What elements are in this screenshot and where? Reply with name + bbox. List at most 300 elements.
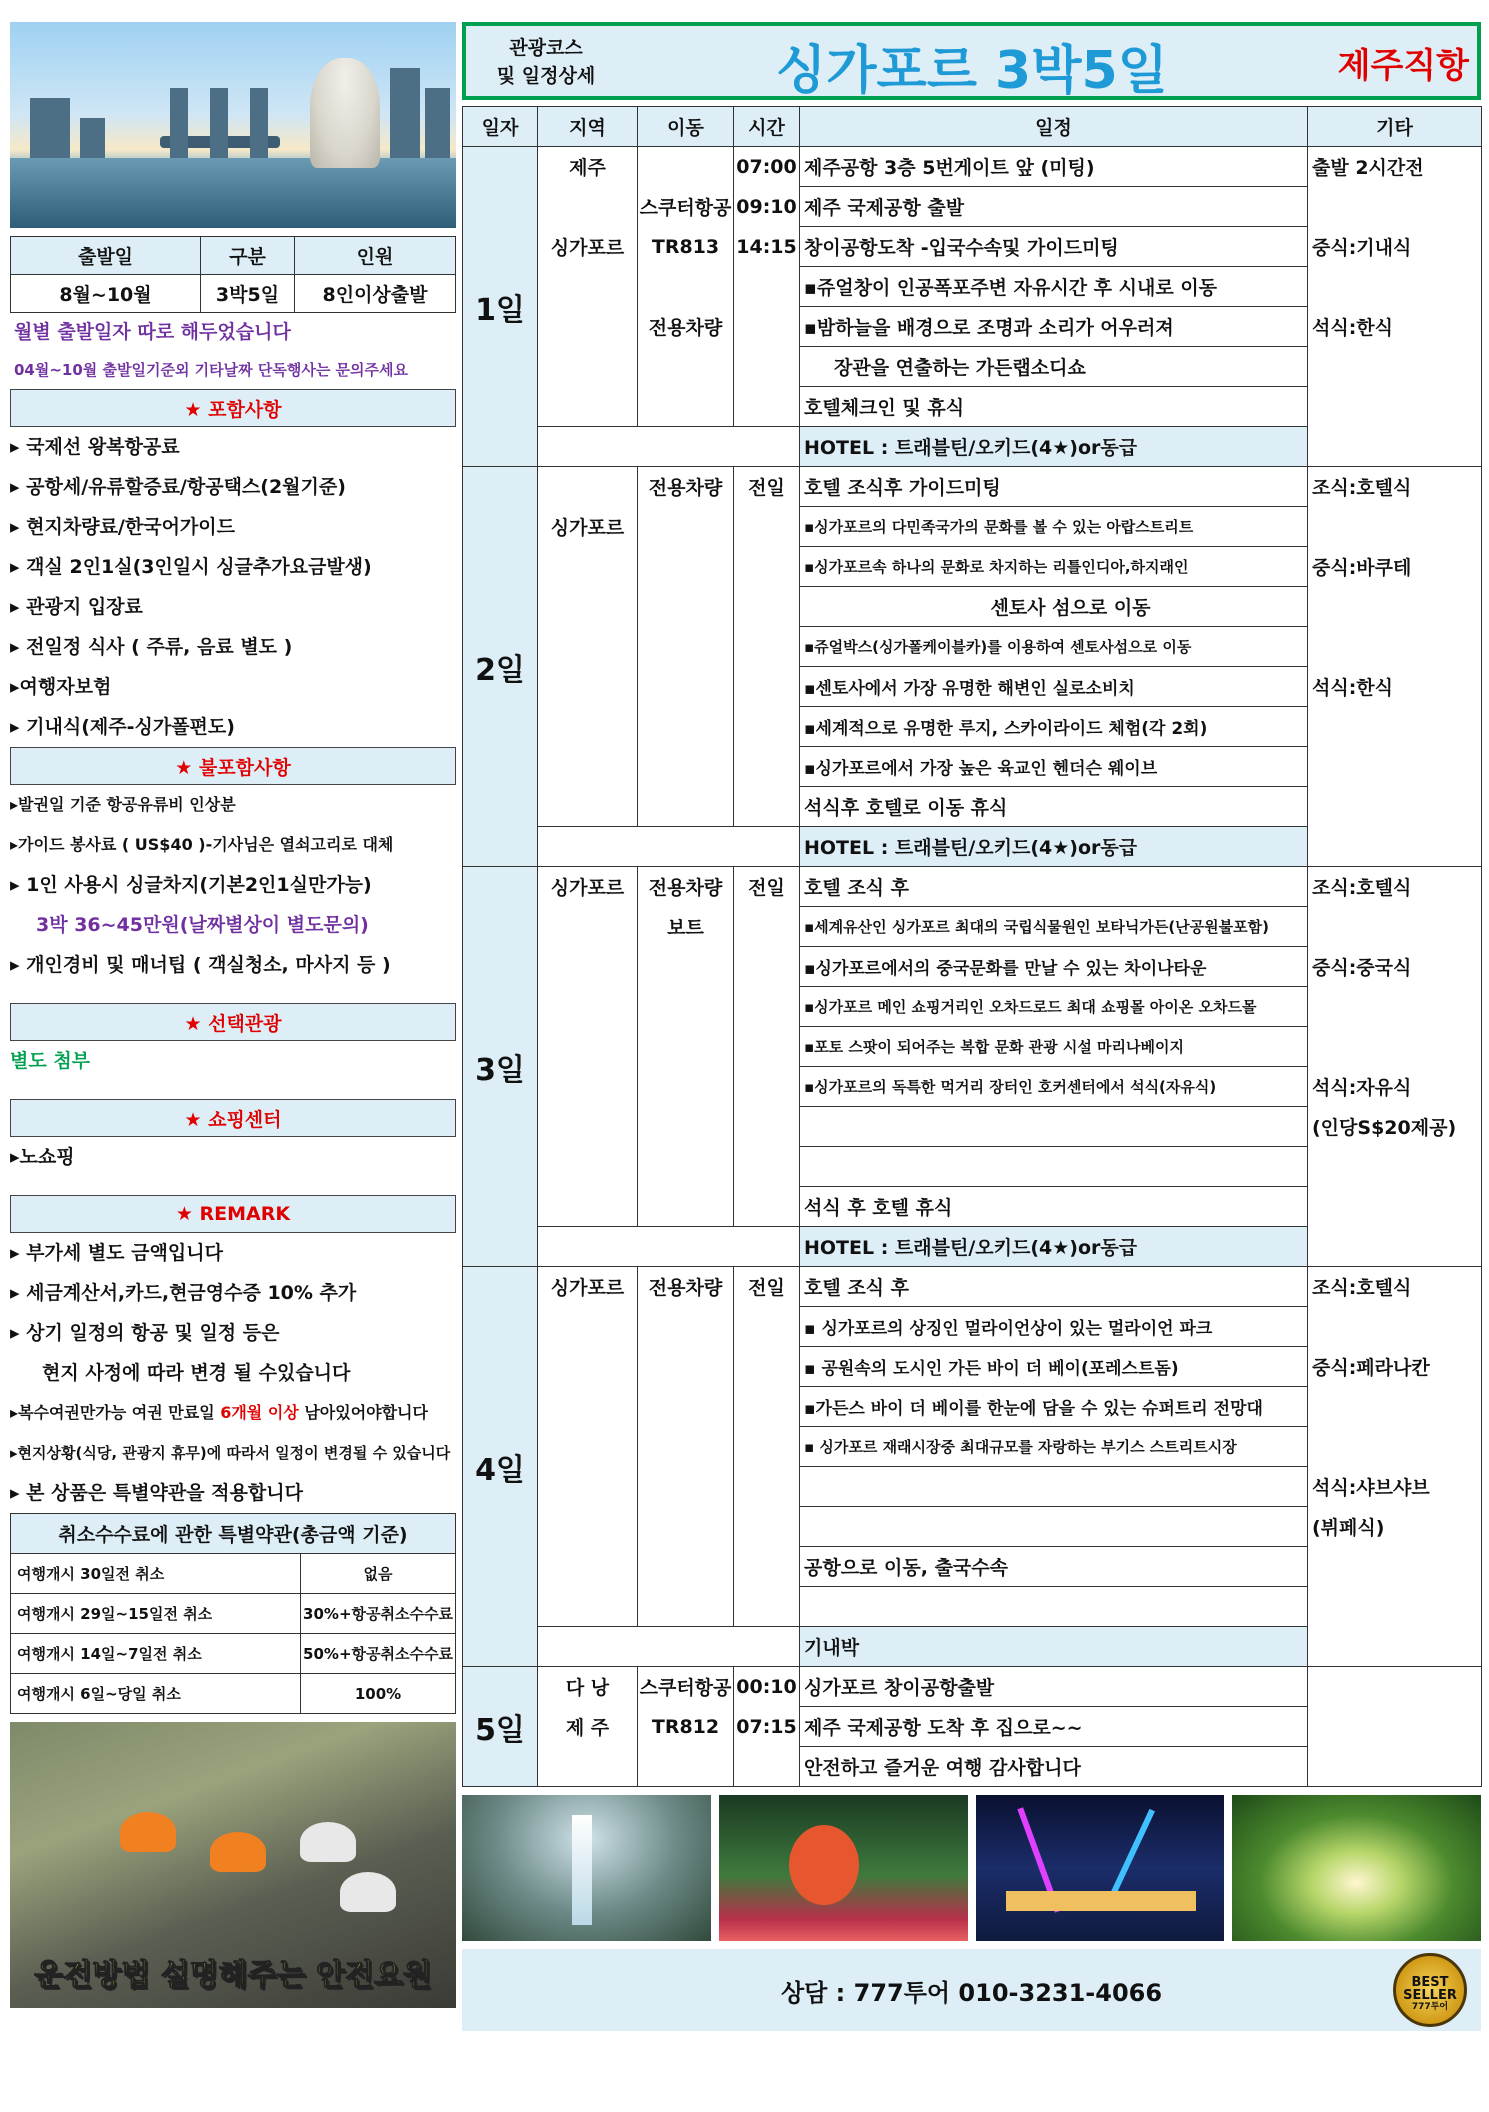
page-title: 싱가포르 3박5일 — [776, 41, 1168, 101]
region-cell — [538, 347, 638, 387]
region-cell — [538, 1467, 638, 1507]
transport-cell: 보트 — [638, 907, 734, 947]
time-cell — [734, 1027, 800, 1067]
cancel-fee: 30%+항공취소수수료 — [301, 1594, 456, 1634]
transport-cell — [638, 387, 734, 427]
notes-cell — [1308, 347, 1482, 387]
excluded-item: ▸가이드 봉사료 ( US$40 )-기사님은 열쇠고리로 대체 — [10, 835, 394, 854]
transport-cell — [638, 1307, 734, 1347]
activity-cell: 호텔 조식후 가이드미팅 — [800, 467, 1308, 507]
time-cell: 07:15 — [734, 1707, 800, 1747]
itinerary-row — [463, 1507, 1482, 1547]
notes-cell — [1308, 1187, 1482, 1227]
itinerary-row — [463, 1107, 1482, 1147]
col-header-day: 일자 — [463, 107, 538, 147]
time-cell — [734, 907, 800, 947]
activity-cell — [800, 1587, 1308, 1627]
activity-cell: ▪싱가포르의 다민족국가의 문화를 볼 수 있는 아랍스트리트 — [800, 507, 1308, 547]
region-cell: 싱가포르 — [538, 1267, 638, 1307]
region-cell — [538, 987, 638, 1027]
region-cell — [538, 947, 638, 987]
time-cell — [734, 1147, 800, 1187]
itinerary-row — [463, 347, 1482, 387]
transport-cell — [638, 1107, 734, 1147]
notes-cell — [1308, 987, 1482, 1027]
region-cell — [538, 587, 638, 627]
itinerary-row — [463, 1547, 1482, 1587]
activity-cell: 안전하고 즐거운 여행 감사합니다 — [800, 1747, 1308, 1787]
itinerary-row — [463, 867, 1482, 907]
itinerary-row — [463, 747, 1482, 787]
itinerary-row — [463, 147, 1482, 187]
remark-item: ▸현지상황(식당, 관광지 휴무)에 따라서 일정이 변경될 수 있습니다 — [10, 1444, 451, 1462]
included-item: ▸ 관광지 입장료 — [10, 596, 143, 618]
time-cell — [734, 307, 800, 347]
itinerary-row — [463, 1187, 1482, 1227]
itinerary-row — [463, 1027, 1482, 1067]
activity-cell: ▪ 싱가포르의 상징인 멀라이언상이 있는 멀라이언 파크 — [800, 1307, 1308, 1347]
notes-cell: 석식:한식 — [1308, 667, 1482, 707]
notes-cell — [1308, 1667, 1482, 1707]
activity-cell: ▪쥬얼창이 인공폭포주변 자유시간 후 시내로 이동 — [800, 267, 1308, 307]
info-header: 출발일 — [11, 237, 201, 275]
garden-dragon-photo — [719, 1795, 968, 1941]
table-row — [11, 1554, 456, 1594]
notes-cell — [1308, 1227, 1482, 1267]
notes-cell — [1308, 827, 1482, 867]
itinerary-row — [463, 387, 1482, 427]
cancel-fee: 없음 — [301, 1554, 456, 1594]
itinerary-row — [463, 307, 1482, 347]
region-cell — [538, 907, 638, 947]
photo-gallery — [462, 1795, 1481, 1941]
activity-cell: ▪싱가포르속 하나의 문화로 차지하는 리틀인디아,하지래인 — [800, 547, 1308, 587]
time-cell: 전일 — [734, 867, 800, 907]
region-cell — [538, 1427, 638, 1467]
remark-item: ▸ 세금계산서,카드,현금영수증 10% 추가 — [10, 1282, 357, 1304]
title-banner — [462, 22, 1481, 100]
activity-cell: ▪세계적으로 유명한 루지, 스카이라이드 체험(각 2회) — [800, 707, 1308, 747]
contact-phone: 상담 : 777투어 010-3231-4066 — [780, 1979, 1163, 2007]
remark-item-passport: ▸복수여권만가능 여권 만료일 6개월 이상 남아있어야합니다 — [10, 1403, 428, 1422]
region-cell — [538, 1547, 638, 1587]
notes-cell — [1308, 907, 1482, 947]
itinerary-row — [463, 907, 1482, 947]
time-cell — [734, 1507, 800, 1547]
hotel-row-spacer — [538, 1627, 800, 1667]
time-cell — [734, 987, 800, 1027]
info-header: 인원 — [295, 237, 456, 275]
itinerary-row — [463, 1067, 1482, 1107]
transport-cell — [638, 947, 734, 987]
region-cell — [538, 1067, 638, 1107]
notes-cell — [1308, 627, 1482, 667]
activity-cell: 제주 국제공항 도착 후 집으로~~ — [800, 1707, 1308, 1747]
itinerary-row — [463, 1267, 1482, 1307]
info-value: 3박5일 — [201, 275, 295, 313]
itinerary-row — [463, 587, 1482, 627]
notes-cell: 중식:중국식 — [1308, 947, 1482, 987]
cancellation-fee-table — [10, 1513, 456, 1714]
time-cell — [734, 947, 800, 987]
info-value: 8인이상출발 — [295, 275, 456, 313]
itinerary-row — [463, 227, 1482, 267]
hotel-row — [463, 1627, 1482, 1667]
notes-cell: 조식:호텔식 — [1308, 867, 1482, 907]
time-cell — [734, 1307, 800, 1347]
time-cell — [734, 1067, 800, 1107]
itinerary-row — [463, 1307, 1482, 1347]
marina-bay-night-photo — [976, 1795, 1225, 1941]
notes-cell: (뷔페식) — [1308, 1507, 1482, 1547]
itinerary-table — [462, 106, 1482, 1787]
time-cell — [734, 387, 800, 427]
region-cell — [538, 1507, 638, 1547]
itinerary-header-row — [463, 107, 1482, 147]
region-cell: 싱가포르 — [538, 507, 638, 547]
region-cell — [538, 187, 638, 227]
table-row — [11, 1594, 456, 1634]
transport-cell — [638, 747, 734, 787]
included-item: ▸ 현지차량료/한국어가이드 — [10, 516, 235, 538]
remark-item-detail: 현지 사정에 따라 변경 될 수있습니다 — [42, 1362, 351, 1384]
direct-flight-label: 제주직항 — [1337, 46, 1469, 86]
transport-cell — [638, 507, 734, 547]
activity-cell: 제주 국제공항 출발 — [800, 187, 1308, 227]
itinerary-row — [463, 1347, 1482, 1387]
excluded-item-detail: 3박 36~45만원(날짜별상이 별도문의) — [36, 914, 369, 936]
itinerary-row — [463, 1667, 1482, 1707]
transport-cell — [638, 1067, 734, 1107]
activity-cell: ▪쥬얼박스(싱가폴케이블카)를 이용하여 센토사섬으로 이동 — [800, 627, 1308, 667]
transport-cell — [638, 587, 734, 627]
itinerary-row — [463, 667, 1482, 707]
time-cell — [734, 1427, 800, 1467]
time-cell — [734, 1747, 800, 1787]
notes-cell: 조식:호텔식 — [1308, 1267, 1482, 1307]
included-item: ▸ 기내식(제주-싱가폴편도) — [10, 716, 235, 738]
green-tunnel-photo — [1232, 1795, 1481, 1941]
notes-cell — [1308, 1147, 1482, 1187]
table-row — [11, 1634, 456, 1674]
time-cell — [734, 787, 800, 827]
notes-cell: 조식:호텔식 — [1308, 467, 1482, 507]
included-item: ▸여행자보험 — [10, 676, 112, 698]
excluded-item: ▸ 1인 사용시 싱글차지(기본2인1실만가능) — [10, 874, 372, 896]
activity-cell: ▪ 공원속의 도시인 가든 바이 더 베이(포레스트돔) — [800, 1347, 1308, 1387]
region-cell — [538, 627, 638, 667]
region-cell — [538, 1027, 638, 1067]
region-cell: 다 낭 — [538, 1667, 638, 1707]
transport-cell — [638, 1587, 734, 1627]
region-cell — [538, 267, 638, 307]
activity-cell: 공항으로 이동, 출국수속 — [800, 1547, 1308, 1587]
transport-cell — [638, 1467, 734, 1507]
itinerary-row — [463, 1747, 1482, 1787]
transport-cell: TR813 — [638, 227, 734, 267]
notes-cell — [1308, 1307, 1482, 1347]
region-cell — [538, 667, 638, 707]
transport-cell — [638, 1507, 734, 1547]
region-cell — [538, 1387, 638, 1427]
activity-cell — [800, 1507, 1308, 1547]
transport-cell — [638, 347, 734, 387]
activity-cell: 호텔 조식 후 — [800, 1267, 1308, 1307]
included-item: ▸ 국제선 왕복항공료 — [10, 436, 180, 458]
time-cell — [734, 1187, 800, 1227]
photo-caption: 운전방법 설명해주는 안전요원 — [34, 1958, 432, 1993]
notes-cell — [1308, 787, 1482, 827]
activity-cell: ▪포토 스팟이 되어주는 복합 문화 관광 시설 마리나베이지 — [800, 1027, 1308, 1067]
transport-cell: 전용차량 — [638, 307, 734, 347]
notes-cell — [1308, 387, 1482, 427]
notes-cell — [1308, 587, 1482, 627]
transport-cell — [638, 1747, 734, 1787]
optional-tour-text: 별도 첨부 — [10, 1050, 91, 1072]
activity-cell: ▪싱가포르에서의 중국문화를 만날 수 있는 차이나타운 — [800, 947, 1308, 987]
time-cell — [734, 1347, 800, 1387]
transport-cell — [638, 667, 734, 707]
hotel-info: HOTEL : 트래블틴/오키드(4★)or동급 — [800, 1227, 1308, 1267]
notes-cell — [1308, 1747, 1482, 1787]
transport-cell: 전용차량 — [638, 867, 734, 907]
activity-cell: ▪싱가포르의 독특한 먹거리 장터인 호커센터에서 석식(자유식) — [800, 1067, 1308, 1107]
itinerary-row — [463, 507, 1482, 547]
notes-cell — [1308, 267, 1482, 307]
hotel-row-spacer — [538, 1227, 800, 1267]
region-cell: 제주 — [538, 147, 638, 187]
notes-cell — [1308, 1547, 1482, 1587]
luge-photo — [10, 1722, 456, 2008]
region-cell — [538, 787, 638, 827]
activity-cell — [800, 1467, 1308, 1507]
activity-cell: 제주공항 3층 5번게이트 앞 (미팅) — [800, 147, 1308, 187]
info-value: 8월~10월 — [11, 275, 201, 313]
transport-cell — [638, 1147, 734, 1187]
transport-cell — [638, 267, 734, 307]
hotel-row — [463, 1227, 1482, 1267]
region-cell — [538, 1187, 638, 1227]
col-header-schedule: 일정 — [800, 107, 1308, 147]
time-cell: 07:00 — [734, 147, 800, 187]
time-cell — [734, 627, 800, 667]
time-cell: 00:10 — [734, 1667, 800, 1707]
itinerary-row — [463, 707, 1482, 747]
notes-cell — [1308, 427, 1482, 467]
itinerary-row — [463, 1387, 1482, 1427]
notes-cell: 중식:기내식 — [1308, 227, 1482, 267]
notes-cell: (인당S$20제공) — [1308, 1107, 1482, 1147]
notes-cell: 출발 2시간전 — [1308, 147, 1482, 187]
hotel-info: 기내박 — [800, 1627, 1308, 1667]
note-departure: 월별 출발일자 따로 해두었습니다 — [14, 321, 291, 343]
transport-cell — [638, 1027, 734, 1067]
shopping-text: ▸노쇼핑 — [10, 1146, 75, 1168]
notes-cell — [1308, 707, 1482, 747]
itinerary-row — [463, 1147, 1482, 1187]
time-cell: 09:10 — [734, 187, 800, 227]
transport-cell — [638, 1347, 734, 1387]
time-cell: 전일 — [734, 1267, 800, 1307]
activity-cell — [800, 1147, 1308, 1187]
hotel-info: HOTEL : 트래블틴/오키드(4★)or동급 — [800, 427, 1308, 467]
notes-cell — [1308, 1027, 1482, 1067]
cancel-period: 여행개시 29일~15일전 취소 — [11, 1594, 301, 1634]
region-cell: 제 주 — [538, 1707, 638, 1747]
activity-cell: ▪ 싱가포르 재래시장중 최대규모를 자랑하는 부기스 스트리트시장 — [800, 1427, 1308, 1467]
transport-cell — [638, 1427, 734, 1467]
time-cell — [734, 507, 800, 547]
included-item: ▸ 객실 2인1실(3인일시 싱글추가요금발생) — [10, 556, 372, 578]
transport-cell: 전용차량 — [638, 1267, 734, 1307]
activity-cell: 석식 후 호텔 휴식 — [800, 1187, 1308, 1227]
merlion-photo — [10, 22, 456, 228]
remark-item: ▸ 부가세 별도 금액입니다 — [10, 1242, 223, 1264]
itinerary-row — [463, 267, 1482, 307]
itinerary-row — [463, 1587, 1482, 1627]
activity-cell: ▪세계유산인 싱가포르 최대의 국립식물원인 보타닉가든(난공원불포함) — [800, 907, 1308, 947]
activity-cell: 석식후 호텔로 이동 휴식 — [800, 787, 1308, 827]
itinerary-row — [463, 1467, 1482, 1507]
included-item: ▸ 전일정 식사 ( 주류, 음료 별도 ) — [10, 636, 293, 658]
notes-cell — [1308, 1707, 1482, 1747]
region-cell — [538, 1307, 638, 1347]
cancel-table-title: 취소수수료에 관한 특별약관(총금액 기준) — [11, 1514, 456, 1554]
day-label: 2일 — [463, 467, 538, 867]
activity-cell: 싱가포르 창이공항출발 — [800, 1667, 1308, 1707]
notes-cell — [1308, 187, 1482, 227]
itinerary-row — [463, 1707, 1482, 1747]
right-column — [462, 22, 1481, 2031]
notes-cell: 석식:샤브샤브 — [1308, 1467, 1482, 1507]
excluded-item: ▸ 개인경비 및 매너팁 ( 객실청소, 마사지 등 ) — [10, 954, 391, 976]
hotel-row — [463, 827, 1482, 867]
time-cell — [734, 1587, 800, 1627]
notes-cell: 중식:페라나칸 — [1308, 1347, 1482, 1387]
region-cell — [538, 467, 638, 507]
activity-cell: 센토사 섬으로 이동 — [800, 587, 1308, 627]
jewel-waterfall-photo — [462, 1795, 711, 1941]
included-item: ▸ 공항세/유류할증료/항공택스(2월기준) — [10, 476, 346, 498]
activity-cell: ▪싱가포르 메인 쇼핑거리인 오차드로드 최대 쇼핑몰 아이온 오차드몰 — [800, 987, 1308, 1027]
notes-cell — [1308, 1587, 1482, 1627]
transport-cell: 스쿠터항공 — [638, 1667, 734, 1707]
region-cell: 싱가포르 — [538, 227, 638, 267]
transport-cell: TR812 — [638, 1707, 734, 1747]
excluded-item: ▸발권일 기준 항공유류비 인상분 — [10, 795, 236, 814]
region-cell — [538, 1747, 638, 1787]
notes-cell: 중식:바쿠테 — [1308, 547, 1482, 587]
itinerary-row — [463, 787, 1482, 827]
itinerary-row — [463, 947, 1482, 987]
time-cell — [734, 747, 800, 787]
activity-cell: ▪센토사에서 가장 유명한 해변인 실로소비치 — [800, 667, 1308, 707]
shopping-header: ★ 쇼핑센터 — [10, 1099, 456, 1137]
left-column — [10, 22, 456, 2008]
remark-item: ▸ 본 상품은 특별약관을 적용합니다 — [10, 1482, 303, 1504]
col-header-time: 시간 — [734, 107, 800, 147]
time-cell: 전일 — [734, 467, 800, 507]
cancel-fee: 50%+항공취소수수료 — [301, 1634, 456, 1674]
cancel-fee: 100% — [301, 1674, 456, 1714]
itinerary-row — [463, 987, 1482, 1027]
region-cell — [538, 1147, 638, 1187]
info-header: 구분 — [201, 237, 295, 275]
col-header-notes: 기타 — [1308, 107, 1482, 147]
col-header-region: 지역 — [538, 107, 638, 147]
notes-cell — [1308, 1387, 1482, 1427]
cancel-period: 여행개시 6일~당일 취소 — [11, 1674, 301, 1714]
day-label: 1일 — [463, 147, 538, 467]
day-label: 4일 — [463, 1267, 538, 1667]
transport-cell: 전용차량 — [638, 467, 734, 507]
time-cell — [734, 667, 800, 707]
time-cell — [734, 547, 800, 587]
departure-info-table — [10, 236, 456, 313]
note-inquiry: 04월~10월 출발일기준외 기타날짜 단독행사는 문의주세요 — [14, 361, 408, 379]
day-label: 5일 — [463, 1667, 538, 1787]
itinerary-row — [463, 547, 1482, 587]
excluded-header: ★ 불포함사항 — [10, 747, 456, 785]
itinerary-row — [463, 1427, 1482, 1467]
notes-cell: 석식:자유식 — [1308, 1067, 1482, 1107]
region-cell — [538, 707, 638, 747]
time-cell — [734, 587, 800, 627]
hotel-info: HOTEL : 트래블틴/오키드(4★)or동급 — [800, 827, 1308, 867]
time-cell — [734, 347, 800, 387]
region-cell — [538, 1347, 638, 1387]
time-cell — [734, 1107, 800, 1147]
table-row — [11, 1674, 456, 1714]
time-cell — [734, 707, 800, 747]
time-cell — [734, 1547, 800, 1587]
notes-cell — [1308, 507, 1482, 547]
transport-cell — [638, 547, 734, 587]
notes-cell — [1308, 1627, 1482, 1667]
activity-cell: 장관을 연출하는 가든랩소디쇼 — [800, 347, 1308, 387]
itinerary-row — [463, 467, 1482, 507]
transport-cell — [638, 627, 734, 667]
included-header: ★ 포함사항 — [10, 389, 456, 427]
itinerary-row — [463, 187, 1482, 227]
time-cell — [734, 267, 800, 307]
region-cell — [538, 387, 638, 427]
optional-tour-header: ★ 선택관광 — [10, 1003, 456, 1041]
transport-cell: 스쿠터항공 — [638, 187, 734, 227]
hotel-row — [463, 427, 1482, 467]
activity-cell: 호텔체크인 및 휴식 — [800, 387, 1308, 427]
time-cell — [734, 1467, 800, 1507]
best-seller-badge-icon: BEST SELLER 777투어 — [1393, 1953, 1467, 2027]
title-subheading: 관광코스 및 일정상세 — [496, 37, 596, 87]
region-cell — [538, 1587, 638, 1627]
time-cell — [734, 1387, 800, 1427]
transport-cell — [638, 987, 734, 1027]
remark-item: ▸ 상기 일정의 항공 및 일정 등은 — [10, 1322, 280, 1344]
notes-cell — [1308, 747, 1482, 787]
activity-cell: ▪밤하늘을 배경으로 조명과 소리가 어우러져 — [800, 307, 1308, 347]
transport-cell — [638, 707, 734, 747]
transport-cell — [638, 1187, 734, 1227]
cancel-period: 여행개시 14일~7일전 취소 — [11, 1634, 301, 1674]
contact-bar — [462, 1949, 1481, 2031]
transport-cell — [638, 1547, 734, 1587]
activity-cell — [800, 1107, 1308, 1147]
notes-cell — [1308, 1427, 1482, 1467]
time-cell: 14:15 — [734, 227, 800, 267]
hotel-row-spacer — [538, 427, 800, 467]
transport-cell — [638, 787, 734, 827]
